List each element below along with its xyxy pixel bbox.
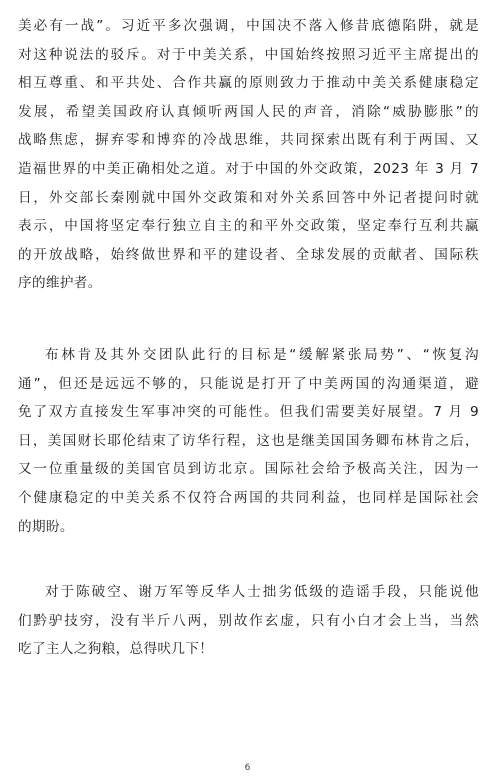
text-line: 日，美国财长耶伦结束了访华行程，这也是继美国国务卿布林肯之后， (18, 432, 479, 449)
text-line: 表示，中国将坚定奉行独立自主的和平外交政策，坚定奉行互利共赢 (18, 218, 479, 235)
text-line: 布林肯及其外交团队此行的目标是“缓解紧张局势”、“恢复沟 (45, 347, 479, 363)
text-line: 造福世界的中美正确相处之道。对于中国的外交政策，2023 年 3 月 7 (18, 160, 479, 177)
text-line: 发展，希望美国政府认真倾听两国人民的声音，消除“威胁膨胀”的 (18, 103, 479, 120)
text-line: 又一位重量级的美国官员到访北京。国际社会给予极高关注，因为一 (18, 461, 479, 478)
text-line: 吃了主人之狗粮，总得吠几下！ (18, 641, 214, 658)
text-line: 对于陈破空、谢万军等反华人士拙劣低级的造谣手段，只能说他 (45, 584, 479, 600)
text-line: 通”，但还是远远不够的，只能说是打开了中美两国的沟通渠道，避 (18, 375, 479, 392)
page-number: 6 (244, 763, 251, 773)
paragraph-3 (18, 578, 479, 664)
text-line: 的开放战略，始终做世界和平的建设者、全球发展的贡献者、国际秩 (18, 246, 479, 263)
text-line: 对这种说法的驳斥。对于中美关系，中国始终按照习近平主席提出的 (18, 46, 479, 63)
paragraph-1 (18, 12, 479, 298)
text-line: 美必有一战”。习近平多次强调，中国决不落入修昔底德陷阱，就是 (18, 18, 479, 34)
text-line: 个健康稳定的中美关系不仅符合两国的共同利益，也同样是国际社会 (18, 489, 479, 506)
text-line: 日，外交部长秦刚就中国外交政策和对外关系回答中外记者提问时就 (18, 189, 479, 206)
text-line: 战略焦虑，摒弃零和博弈的冷战思维，共同探索出既有利于两国、又 (18, 132, 479, 149)
text-line: 免了双方直接发生军事冲突的可能性。但我们需要美好展望。7 月 9 (18, 404, 479, 421)
paragraph-2 (18, 341, 479, 541)
text-line: 相互尊重、和平共处、合作共赢的原则致力于推动中美关系健康稳定 (18, 75, 479, 92)
text-line: 们黔驴技穷，没有半斤八两，别故作玄虚，只有小白才会上当，当然 (18, 612, 479, 629)
text-line: 的期盼。 (18, 518, 74, 535)
text-line: 序的维护者。 (18, 275, 102, 292)
